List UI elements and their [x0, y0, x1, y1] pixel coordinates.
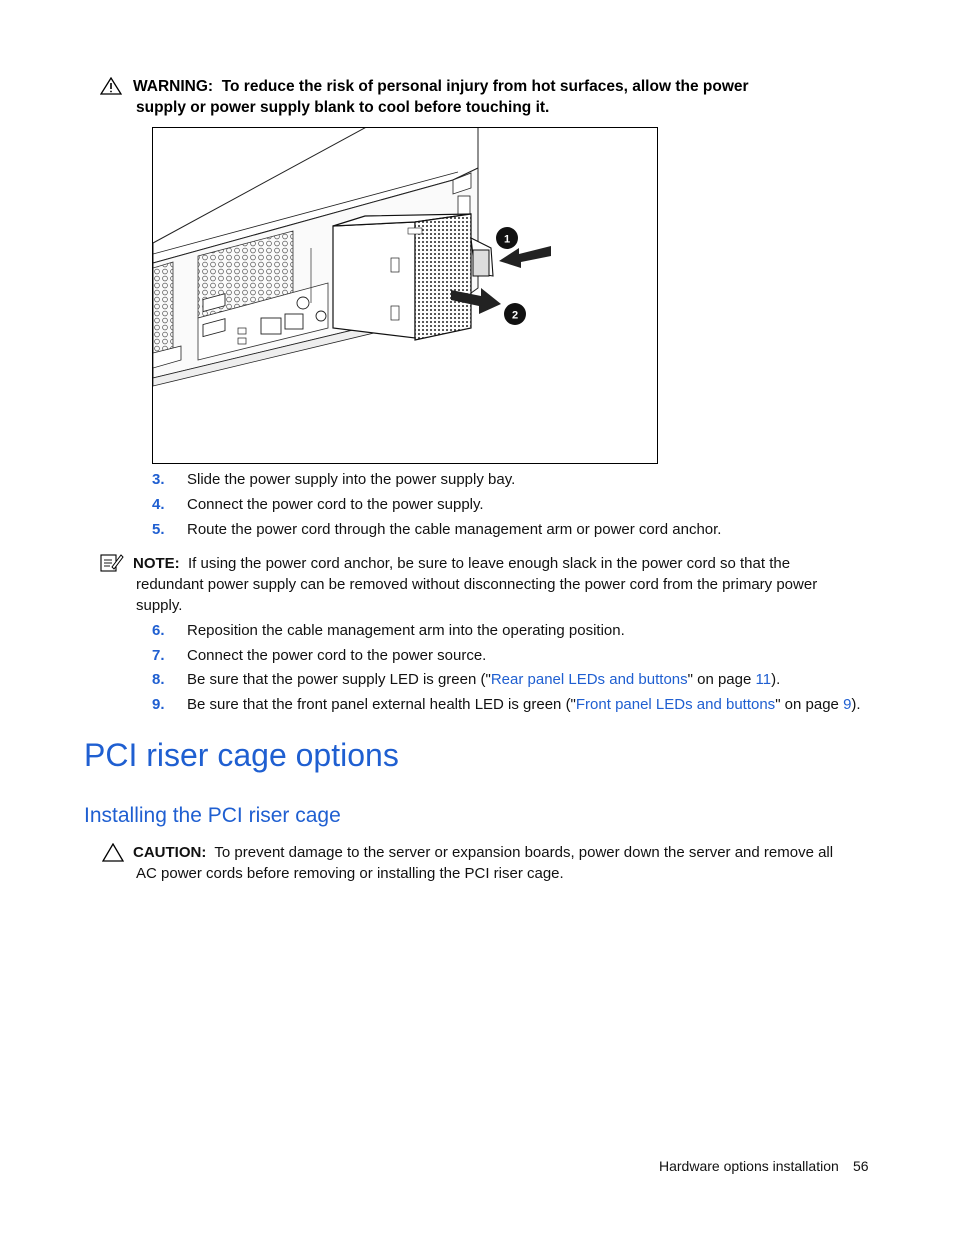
- warning-line-1: [133, 76, 749, 97]
- step9-mid: " on page: [775, 696, 844, 713]
- step-number: 8.: [152, 671, 165, 688]
- step9-post: ).: [851, 696, 861, 713]
- step-number: 5.: [152, 521, 165, 538]
- step-number: 3.: [152, 471, 165, 488]
- caution-line-1: [133, 842, 833, 863]
- callout-1: 1: [503, 233, 511, 246]
- note-label: NOTE:: [133, 555, 180, 572]
- warning-label: WARNING:: [133, 78, 214, 95]
- note-line-3: supply.: [136, 597, 183, 614]
- caution-label: CAUTION:: [133, 844, 207, 861]
- warning-triangle-icon: [100, 77, 122, 95]
- callout-2: 2: [511, 309, 519, 322]
- step-text: Connect the power cord to the power supply.: [187, 496, 484, 513]
- step-text: [187, 671, 780, 688]
- caution-line-2: AC power cords before removing or installing the PCI riser cage.: [136, 865, 564, 882]
- step-text: Route the power cord through the cable management arm or power cord anchor.: [187, 521, 722, 538]
- step9-pre: Be sure that the front panel external health LED is green (": [187, 696, 576, 713]
- note-line-2: redundant power supply can be removed without disconnecting the power cord from the primary power: [136, 576, 818, 593]
- step-number: 7.: [152, 647, 165, 664]
- link-page-9[interactable]: 9: [843, 696, 852, 713]
- step-text: Reposition the cable management arm into the operating position.: [187, 622, 625, 639]
- note-text-1: If using the power cord anchor, be sure to leave enough slack in the power cord so that the: [188, 555, 791, 572]
- step8-pre: Be sure that the power supply LED is green (": [187, 671, 491, 688]
- step-number: 9.: [152, 696, 165, 713]
- link-front-panel-leds[interactable]: Front panel LEDs and buttons: [575, 696, 776, 713]
- caution-triangle-icon: [102, 843, 124, 862]
- warning-line-2: supply or power supply blank to cool before touching it.: [136, 99, 550, 116]
- step-text: [187, 696, 861, 713]
- power-supply-illustration: [152, 127, 658, 464]
- caution-text-1: To prevent damage to the server or expansion boards, power down the server and remove all: [214, 844, 834, 861]
- step-text: Connect the power cord to the power source.: [187, 647, 487, 664]
- step-number: 4.: [152, 496, 165, 513]
- subsection-heading: Installing the PCI riser cage: [84, 804, 341, 827]
- server-rear-drawing: [153, 128, 657, 463]
- link-rear-panel-leds[interactable]: Rear panel LEDs and buttons: [490, 671, 688, 688]
- footer-page-number: 56: [853, 1158, 869, 1174]
- section-heading: PCI riser cage options: [84, 737, 399, 773]
- footer-section-name: Hardware options installation: [659, 1158, 839, 1174]
- step-number: 6.: [152, 622, 165, 639]
- step-text: Slide the power supply into the power supply bay.: [187, 471, 516, 488]
- step8-mid: " on page: [687, 671, 756, 688]
- step8-post: ).: [771, 671, 781, 688]
- note-pencil-icon: [100, 553, 124, 573]
- note-line-1: [133, 553, 790, 574]
- link-page-11[interactable]: 11: [755, 671, 772, 688]
- warning-text: To reduce the risk of personal injury from hot surfaces, allow the power: [221, 78, 749, 95]
